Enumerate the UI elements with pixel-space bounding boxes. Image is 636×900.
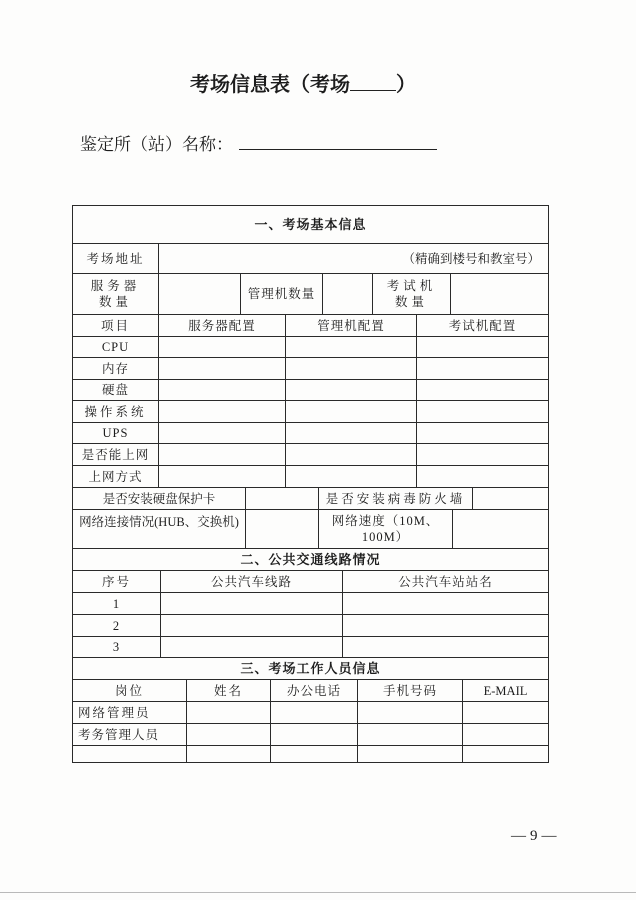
section3-heading: 三、考场工作人员信息 — [240, 660, 381, 676]
form-title — [190, 72, 416, 98]
manager-config-cell — [285, 422, 417, 444]
config-item-cell — [72, 443, 159, 466]
config-header-server-label: 服务器配置 — [188, 318, 256, 333]
hard-disk-card-label-cell — [72, 487, 246, 510]
transit-route-cell — [160, 636, 343, 658]
staff-name-cell — [186, 745, 271, 763]
config-header-manager — [285, 314, 417, 337]
network-speed-label-cell — [318, 509, 453, 549]
config-row-os — [72, 400, 549, 423]
transit-header-stop-label: 公共汽车站站名 — [398, 574, 493, 589]
transit-number: 1 — [112, 596, 121, 611]
manager-count-label: 管理机数量 — [247, 287, 316, 301]
config-item-cell — [72, 357, 159, 380]
title-prefix: 考场信息表（考场 — [190, 74, 350, 96]
config-item-label: CPU — [101, 340, 130, 354]
section2-heading-cell — [72, 548, 549, 571]
network-row — [72, 509, 549, 549]
exam-count-label-cell — [372, 273, 451, 315]
station-name-label: 鉴定所（站）名称： — [80, 135, 233, 154]
exam-config-cell — [416, 422, 549, 444]
section2-heading: 二、公共交通线路情况 — [240, 551, 381, 567]
staff-position-cell — [72, 701, 187, 724]
transit-header-number-label: 序号 — [101, 574, 131, 589]
exam-config-cell — [416, 400, 549, 423]
staff-mobile-cell — [357, 723, 463, 746]
page-number: —9— — [511, 828, 561, 844]
config-item-label: UPS — [102, 426, 129, 440]
manager-count-label-cell — [240, 273, 323, 315]
staff-header-mobile — [357, 679, 463, 702]
counts-row — [72, 273, 549, 315]
staff-header-office-phone — [270, 679, 358, 702]
transit-number-cell — [72, 592, 161, 615]
staff-email-cell — [462, 745, 549, 763]
config-row-memory — [72, 357, 549, 380]
exam-config-cell — [416, 443, 549, 466]
server-config-cell — [158, 379, 286, 401]
manager-config-cell — [285, 400, 417, 423]
server-config-cell — [158, 443, 286, 466]
section2-heading-row — [72, 548, 549, 571]
transit-header-row — [72, 570, 549, 593]
address-label: 考场地址 — [86, 251, 145, 266]
staff-header-position-label: 岗位 — [114, 683, 144, 698]
exam-config-cell — [416, 357, 549, 380]
config-row-internet-access — [72, 443, 549, 466]
config-item-label: 硬盘 — [101, 383, 129, 397]
staff-row-network-admin — [72, 701, 549, 724]
transit-number: 3 — [112, 640, 121, 654]
network-connection-label-cell — [72, 509, 246, 549]
station-name-blank — [239, 131, 437, 150]
section3-heading-row — [72, 657, 549, 680]
server-config-cell — [158, 336, 286, 358]
server-config-cell — [158, 422, 286, 444]
staff-position: 网络管理员 — [78, 705, 151, 720]
section1-heading-row — [72, 205, 549, 244]
hard-disk-card-value-cell — [245, 487, 319, 510]
config-header-exam-label: 考试机配置 — [448, 318, 517, 333]
server-config-cell — [158, 400, 286, 423]
staff-row-blank — [72, 745, 549, 763]
config-header-exam — [416, 314, 549, 337]
staff-email-cell — [462, 701, 549, 724]
scan-edge-line — [0, 892, 636, 893]
exam-config-cell — [416, 336, 549, 358]
staff-position-cell — [72, 723, 187, 746]
config-item-cell — [72, 400, 159, 423]
server-count-label: 服务器数量 — [90, 279, 141, 309]
protection-row — [72, 487, 549, 510]
config-item-label: 是否能上网 — [81, 447, 150, 462]
config-item-label: 内存 — [101, 361, 129, 376]
transit-header-route-label: 公共汽车线路 — [210, 574, 292, 589]
staff-position: 考务管理人员 — [78, 727, 160, 742]
transit-row-1 — [72, 592, 549, 615]
config-row-internet-method — [72, 465, 549, 488]
network-connection-value-cell — [245, 509, 319, 549]
config-row-cpu — [72, 336, 549, 358]
staff-header-email-label: E-MAIL — [483, 683, 528, 698]
config-header-row — [72, 314, 549, 337]
staff-mobile-cell — [357, 701, 463, 724]
staff-mobile-cell — [357, 745, 463, 763]
config-item-cell — [72, 336, 159, 358]
transit-route-cell — [160, 614, 343, 637]
transit-stop-cell — [342, 592, 549, 615]
network-speed-label: 网络速度（10M、100M） — [331, 514, 440, 544]
staff-header-email — [462, 679, 549, 702]
staff-header-position — [72, 679, 187, 702]
transit-route-cell — [160, 592, 343, 615]
config-item-label: 操作系统 — [84, 404, 147, 419]
hard-disk-card-label: 是否安装硬盘保护卡 — [102, 491, 216, 506]
config-header-manager-label: 管理机配置 — [317, 318, 385, 333]
exam-count-value-cell — [450, 273, 549, 315]
server-config-cell — [158, 465, 286, 488]
station-name-line — [80, 131, 437, 157]
manager-count-value-cell — [322, 273, 373, 315]
transit-number-cell — [72, 636, 161, 658]
network-speed-value-cell — [452, 509, 549, 549]
transit-number: 2 — [112, 618, 121, 633]
staff-header-name-label: 姓名 — [213, 683, 243, 698]
config-row-ups — [72, 422, 549, 444]
staff-header-name — [186, 679, 271, 702]
transit-number-cell — [72, 614, 161, 637]
staff-name-cell — [186, 701, 271, 724]
manager-config-cell — [285, 357, 417, 380]
manager-config-cell — [285, 379, 417, 401]
config-row-disk — [72, 379, 549, 401]
config-item-label: 上网方式 — [88, 469, 143, 484]
staff-header-row — [72, 679, 549, 702]
section1-heading-cell — [72, 205, 549, 244]
transit-stop-cell — [342, 636, 549, 658]
staff-office-phone-cell — [270, 745, 358, 763]
staff-office-phone-cell — [270, 701, 358, 724]
server-count-value-cell — [158, 273, 241, 315]
transit-header-stop — [342, 570, 549, 593]
address-note: （精确到楼号和教室号） — [402, 251, 540, 266]
transit-stop-cell — [342, 614, 549, 637]
config-item-cell — [72, 379, 159, 401]
staff-header-office-phone-label: 办公电话 — [286, 683, 341, 698]
config-header-server — [158, 314, 286, 337]
server-count-label-cell — [72, 273, 159, 315]
server-config-cell — [158, 357, 286, 380]
transit-row-3 — [72, 636, 549, 658]
manager-config-cell — [285, 336, 417, 358]
address-row — [72, 243, 549, 274]
network-connection-label: 网络连接情况(HUB、交换机) — [79, 515, 239, 529]
config-item-cell — [72, 465, 159, 488]
exam-config-cell — [416, 379, 549, 401]
exam-config-cell — [416, 465, 549, 488]
config-item-cell — [72, 422, 159, 444]
address-label-cell — [72, 243, 159, 274]
config-header-item-label: 项目 — [100, 318, 130, 333]
staff-name-cell — [186, 723, 271, 746]
manager-config-cell — [285, 443, 417, 466]
transit-header-number — [72, 570, 161, 593]
staff-position-cell — [72, 745, 187, 763]
firewall-label: 是否安装病毒防火墙 — [325, 491, 466, 506]
staff-email-cell — [462, 723, 549, 746]
transit-row-2 — [72, 614, 549, 637]
firewall-label-cell — [318, 487, 473, 510]
section3-heading-cell — [72, 657, 549, 680]
staff-office-phone-cell — [270, 723, 358, 746]
config-header-item — [72, 314, 159, 337]
section1-heading: 一、考场基本信息 — [254, 216, 367, 232]
exam-room-info-table — [72, 205, 549, 763]
staff-row-exam-admin — [72, 723, 549, 746]
exam-room-number-blank — [350, 72, 396, 91]
exam-count-label: 考试机数量 — [386, 279, 437, 309]
firewall-value-cell — [472, 487, 549, 510]
manager-config-cell — [285, 465, 417, 488]
title-suffix: ） — [396, 74, 416, 96]
transit-header-route — [160, 570, 343, 593]
staff-header-mobile-label: 手机号码 — [382, 683, 437, 698]
address-value-cell — [158, 243, 549, 274]
